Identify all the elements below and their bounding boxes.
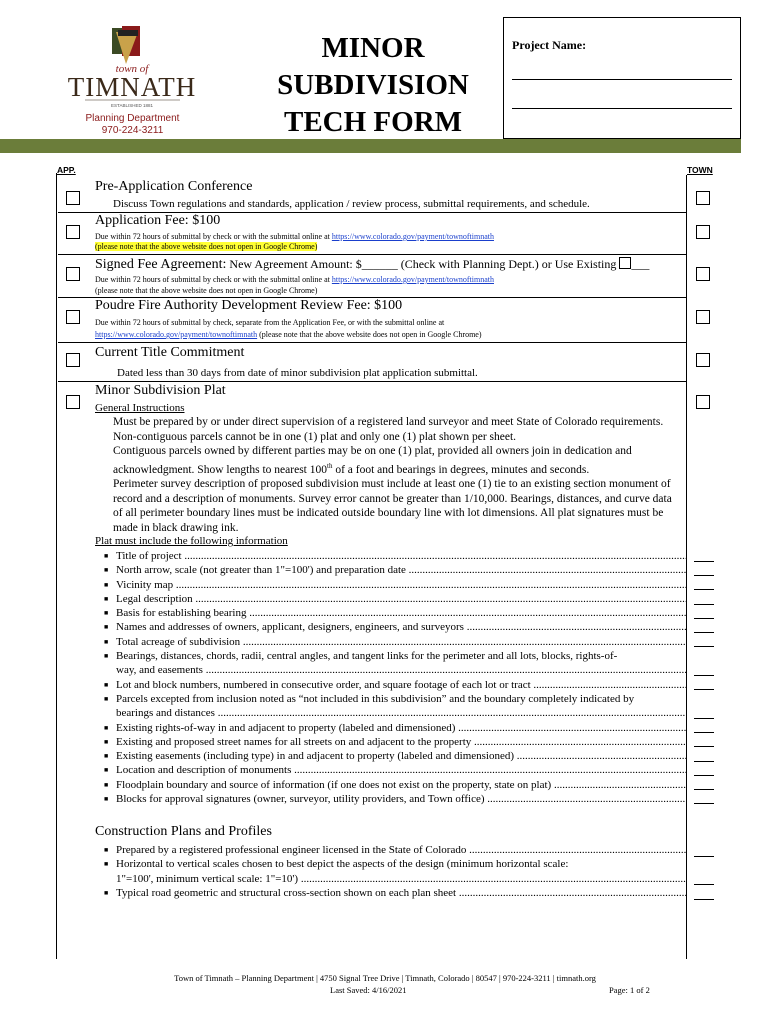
town-column-header: TOWN bbox=[687, 165, 713, 175]
list-item: ■ North arrow, scale (not greater than 1"=100') and preparation date ..... bbox=[104, 563, 686, 577]
list-item: ■ Legal description ..... bbox=[104, 592, 686, 606]
list-item: ■ Horizontal to vertical scales chosen to best depict the aspects of the design (minimum horizontal scale: bbox=[104, 857, 686, 871]
list-item: ■ Names and addresses of owners, applicant, designers, engineers, and surveyors ..... bbox=[104, 620, 686, 634]
header-bar bbox=[0, 139, 741, 153]
project-name-box bbox=[503, 17, 741, 139]
town-checkbox-pfa-fee[interactable] bbox=[696, 310, 710, 324]
town-blank[interactable] bbox=[694, 761, 714, 762]
town-checkbox-plat[interactable] bbox=[696, 395, 710, 409]
left-column-rule bbox=[56, 173, 57, 959]
app-checkbox-pre-application[interactable] bbox=[66, 191, 80, 205]
pfa-fee-link-line: https://www.colorado.gov/payment/townoftimnath (please note that the above website does not open in Google Chrome) bbox=[95, 330, 482, 339]
application-fee-note: (please note that the above website does not open in Google Chrome) bbox=[95, 242, 318, 251]
town-blank[interactable] bbox=[694, 718, 714, 719]
logo-established: ESTABLISHED 1881 bbox=[111, 103, 153, 108]
project-name-label: Project Name: bbox=[512, 38, 587, 52]
fee-agreement-title: Signed Fee Agreement: New Agreement Amount: $______ (Check with Planning Dept.) or Use Existing ___ bbox=[95, 257, 650, 272]
list-item: ■ Lot and block numbers, numbered in consecutive order, and square footage of each lot or tract ..... bbox=[104, 678, 686, 692]
application-fee-title: Application Fee: $100 bbox=[95, 213, 221, 228]
town-blank[interactable] bbox=[694, 803, 714, 804]
app-checkbox-fee-agreement[interactable] bbox=[66, 267, 80, 281]
town-blank[interactable] bbox=[694, 746, 714, 747]
department-name: Planning Department bbox=[85, 113, 180, 124]
list-item: ■ Existing easements (including type) in and adjacent to property (labeled and dimensioned) ..... bbox=[104, 749, 686, 763]
app-checkbox-title-commitment[interactable] bbox=[66, 353, 80, 367]
plat-title: Minor Subdivision Plat bbox=[95, 383, 226, 398]
footer-address: Town of Timnath – Planning Department | 4750 Signal Tree Drive | Timnath, Colorado | 80547 | 970-224-3211 | timnath.org bbox=[174, 973, 596, 983]
row-divider bbox=[58, 254, 686, 255]
fee-agreement-payment-link[interactable]: https://www.colorado.gov/payment/townoftimnath bbox=[331, 275, 494, 284]
app-column-header: APP. bbox=[57, 165, 76, 175]
list-item: ■ Floodplain boundary and source of information (if one does not exist on the property, state on plat) ..... bbox=[104, 778, 686, 792]
application-fee-due: Due within 72 hours of submittal by check or with the submittal online at https://www.colorado.gov/payment/townoftimnath bbox=[95, 232, 494, 241]
town-blank[interactable] bbox=[694, 646, 714, 647]
pfa-payment-link[interactable]: https://www.colorado.gov/payment/townoftimnath bbox=[95, 330, 258, 339]
town-blank[interactable] bbox=[694, 789, 714, 790]
town-checkbox-application-fee[interactable] bbox=[696, 225, 710, 239]
town-blank[interactable] bbox=[694, 884, 714, 885]
general-instructions-body: Must be prepared by or under direct supervision of a registered land surveyor and meet State of Colorado requirements. Non-contiguous parcels cannot be in one (1) plat and only one (1) plat shown per sheet. Contiguous parcels owned by different parties may be on one (1) plat, provided all owners join in dedication and acknowledgment. Show lengths to nearest 100th of a foot and bearings in degrees, minutes and seconds. Perimeter survey description of proposed subdivision must include at least one (1) tie to an existing section monument of record and a description of monuments. Survey error cannot be greater than 1/10,000. Bearings, distances, and curve data of all perimeter boundary lines must be indicated outside boundary line with lot dimensions. All plat signatures must be made in black drawing ink. bbox=[113, 416, 672, 534]
list-item: ■ Parcels excepted from inclusion noted as “not included in this subdivision” and the boundary completely indicated by bbox=[104, 692, 686, 706]
plat-include-heading: Plat must include the following information bbox=[95, 535, 288, 547]
form-title: MINOR SUBDIVISION TECH FORM bbox=[277, 32, 469, 138]
title-commitment-desc: Dated less than 30 days from date of minor subdivision plat application submittal. bbox=[117, 367, 478, 379]
list-item: ■ Vicinity map ..... bbox=[104, 578, 686, 592]
fee-agreement-note: (please note that the above website does not open in Google Chrome) bbox=[95, 286, 318, 295]
town-blank[interactable] bbox=[694, 632, 714, 633]
town-blank[interactable] bbox=[694, 856, 714, 857]
footer-last-saved: Last Saved: 4/16/2021 bbox=[330, 985, 407, 995]
list-item-continued: 1"=100', minimum vertical scale: 1"=10') ..... bbox=[104, 872, 686, 886]
town-logo bbox=[40, 22, 225, 110]
plat-requirements-list bbox=[104, 549, 686, 806]
list-item: ■ Basis for establishing bearing ..... bbox=[104, 606, 686, 620]
list-item: ■ Blocks for approval signatures (owner, surveyor, utility providers, and Town office) ..... bbox=[104, 792, 686, 806]
town-blank[interactable] bbox=[694, 618, 714, 619]
town-blank[interactable] bbox=[694, 589, 714, 590]
pfa-fee-title: Poudre Fire Authority Development Review Fee: $100 bbox=[95, 298, 403, 313]
app-checkbox-application-fee[interactable] bbox=[66, 225, 80, 239]
application-fee-payment-link[interactable]: https://www.colorado.gov/payment/townoftimnath bbox=[331, 232, 494, 241]
pfa-fee-due: Due within 72 hours of submittal by check, separate from the Application Fee, or with the submittal online at bbox=[95, 318, 445, 327]
use-existing-checkbox[interactable] bbox=[619, 257, 631, 269]
project-name-line-1[interactable] bbox=[512, 79, 732, 80]
list-item: ■ Typical road geometric and structural cross-section shown on each plan sheet ..... bbox=[104, 886, 686, 900]
construction-plans-title: Construction Plans and Profiles bbox=[95, 824, 272, 839]
list-item: ■ Bearings, distances, chords, radii, central angles, and tangent links for the perimeter and all lots, blocks, rights-of- bbox=[104, 649, 686, 663]
list-item-continued: bearings and distances ..... bbox=[104, 706, 686, 720]
row-divider bbox=[58, 381, 686, 382]
list-item: ■ Location and description of monuments ..... bbox=[104, 763, 686, 777]
town-blank[interactable] bbox=[694, 604, 714, 605]
list-item: ■ Existing rights-of-way in and adjacent to property (labeled and dimensioned) ..... bbox=[104, 721, 686, 735]
town-checkbox-title-commitment[interactable] bbox=[696, 353, 710, 367]
town-blank[interactable] bbox=[694, 575, 714, 576]
list-item: ■ Title of project ..... bbox=[104, 549, 686, 563]
pre-application-title: Pre-Application Conference bbox=[95, 179, 253, 194]
project-name-line-2[interactable] bbox=[512, 108, 732, 109]
list-item-continued: way, and easements ..... bbox=[104, 663, 686, 677]
department-phone: 970-224-3211 bbox=[101, 125, 164, 136]
general-instructions-heading: General Instructions bbox=[95, 402, 185, 414]
app-checkbox-plat[interactable] bbox=[66, 395, 80, 409]
town-blank[interactable] bbox=[694, 689, 714, 690]
row-divider bbox=[58, 342, 686, 343]
town-blank[interactable] bbox=[694, 675, 714, 676]
footer-page-number: Page: 1 of 2 bbox=[609, 985, 650, 995]
logo-name: TIMNATH bbox=[67, 72, 197, 102]
town-blank[interactable] bbox=[694, 561, 714, 562]
construction-requirements-list bbox=[104, 843, 686, 900]
town-checkbox-fee-agreement[interactable] bbox=[696, 267, 710, 281]
title-commitment-title: Current Title Commitment bbox=[95, 345, 245, 360]
pre-application-desc: Discuss Town regulations and standards, application / review process, submittal requirements, and schedule. bbox=[113, 198, 590, 210]
list-item: ■ Existing and proposed street names for all streets on and adjacent to the property ..... bbox=[104, 735, 686, 749]
list-item: ■ Total acreage of subdivision ..... bbox=[104, 635, 686, 649]
app-checkbox-pfa-fee[interactable] bbox=[66, 310, 80, 324]
town-blank[interactable] bbox=[694, 775, 714, 776]
logo-small-text: town of bbox=[115, 63, 149, 75]
fee-agreement-due: Due within 72 hours of submittal by check or with the submittal online at https://www.colorado.gov/payment/townoftimnath bbox=[95, 275, 494, 284]
town-checkbox-pre-application[interactable] bbox=[696, 191, 710, 205]
right-column-rule bbox=[686, 175, 687, 959]
town-blank[interactable] bbox=[694, 732, 714, 733]
list-item: ■ Prepared by a registered professional engineer licensed in the State of Colorado ..... bbox=[104, 843, 686, 857]
town-blank[interactable] bbox=[694, 899, 714, 900]
